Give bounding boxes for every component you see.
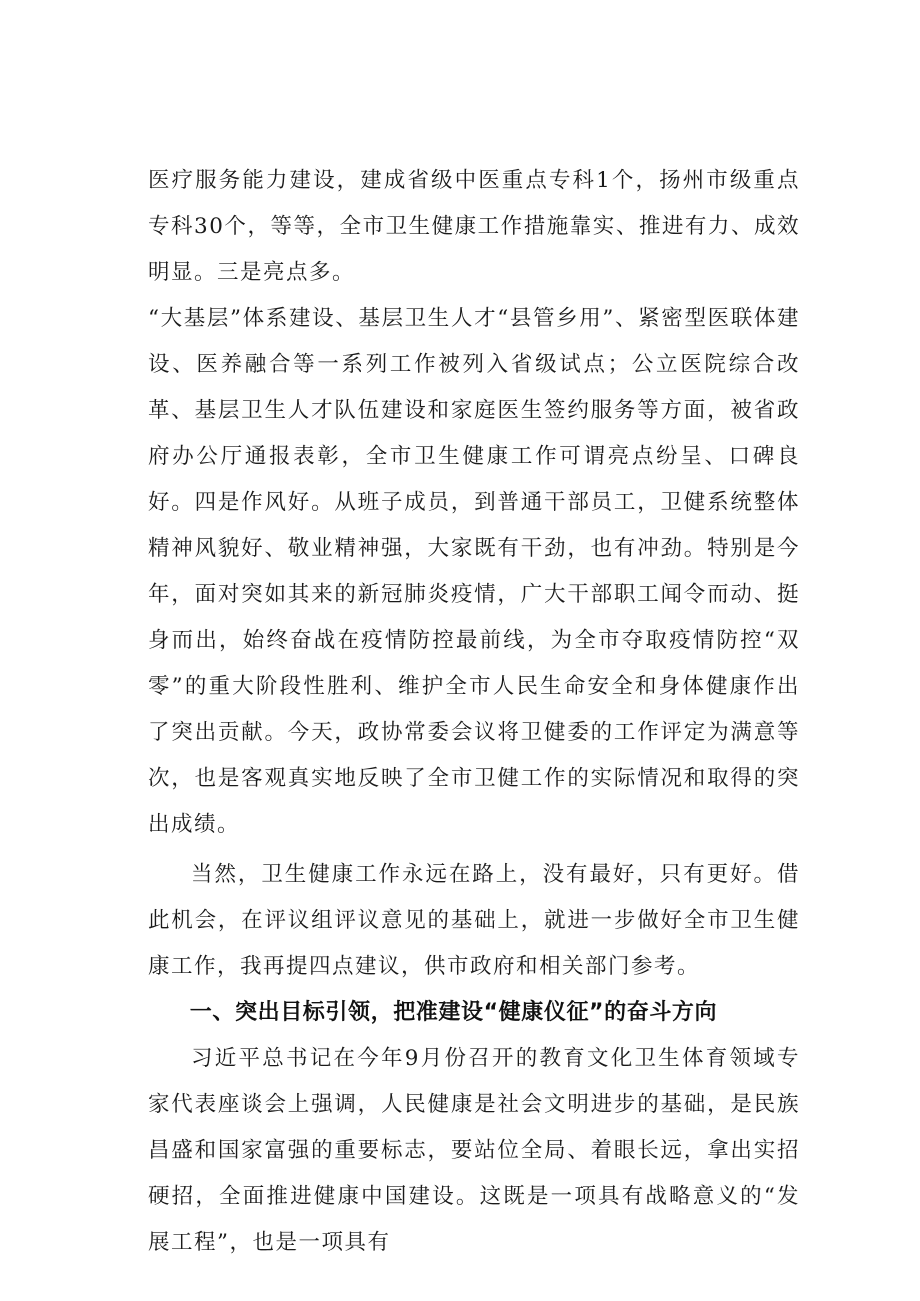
section-heading: 一、突出目标引领，把准建设“健康仪征”的奋斗方向 [189, 1000, 718, 1025]
paragraph-section-one: 习近平总书记在今年9月份召开的教育文化卫生体育领域专家代表座谈会上强调，人民健康是社会文明进步的基础，是民族昌盛和国家富强的重要标志，要站位全局、着眼长远，拿出实招硬招，全面推进健康中国建设。这既是一项具有战略意义的“发展工程”，也是一项具有 [148, 1046, 800, 1255]
paragraph-continued: 医疗服务能力建设，建成省级中医重点专科1个，扬州市级重点专科30个，等等，全市卫生健康工作措施靠实、推进有力、成效明显。三是亮点多。 [148, 168, 800, 285]
paragraph-highlights: “大基层”体系建设、基层卫生人才“县管乡用”、紧密型医联体建设、医养融合等一系列工作被列入省级试点；公立医院综合改革、基层卫生人才队伍建设和家庭医生签约服务等方面，被省政府办公厅通报表彰，全市卫生健康工作可谓亮点纷呈、口碑良好。四是作风好。从班子成员，到普通干部员工，卫健系统整体精神风貌好、敬业精神强，大家既有干劲，也有冲劲。特别是今年，面对突如其来的新冠肺炎疫情，广大干部职工闻令而动、挺身而出，始终奋战在疫情防控最前线，为全市夺取疫情防控“双零”的重大阶段性胜利、维护全市人民生命安全和身体健康作出了突出贡献。今天，政协常委会议将卫健委的工作评定为满意等次，也是客观真实地反映了全市卫健工作的实际情况和取得的突出成绩。 [148, 306, 800, 837]
document-body [148, 158, 800, 1266]
paragraph-suggestions-intro: 当然，卫生健康工作永远在路上，没有最好，只有更好。借此机会，在评议组评议意见的基础上，就进一步做好全市卫生健康工作，我再提四点建议，供市政府和相关部门参考。 [148, 862, 800, 979]
